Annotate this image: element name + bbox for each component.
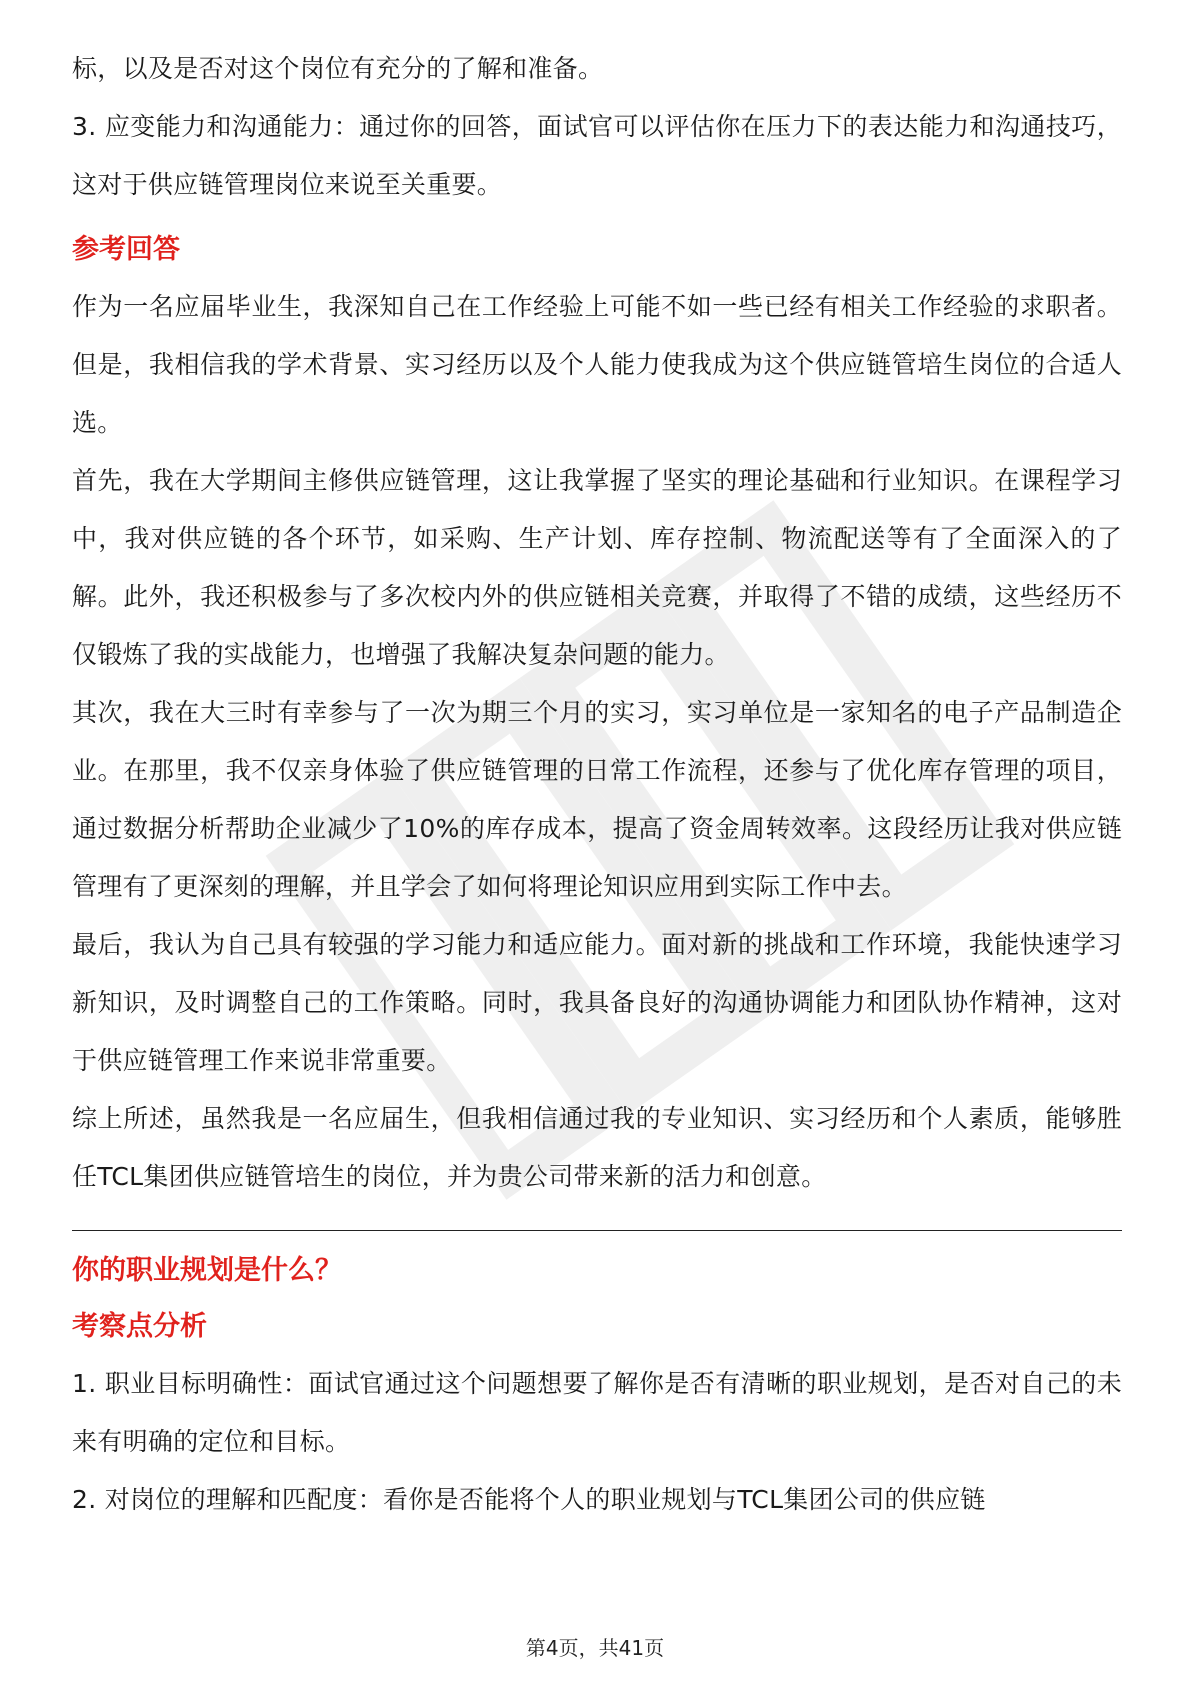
answer-paragraph-5: 综上所述，虽然我是一名应届生，但我相信通过我的专业知识、实习经历和个人素质，能够胜任TCL集团供应链管培生的岗位，并为贵公司带来新的活力和创意。 xyxy=(72,1104,1122,1191)
answer-paragraph-2: 首先，我在大学期间主修供应链管理，这让我掌握了坚实的理论基础和行业知识。在课程学习中，我对供应链的各个环节，如采购、生产计划、库存控制、物流配送等有了全面深入的了解。此外，我还积极参与了多次校内外的供应链相关竞赛，并取得了不错的成绩，这些经历不仅锻炼了我的实战能力，也增强了我解决复杂问题的能力。 xyxy=(72,466,1122,669)
answer-paragraph-3: 其次，我在大三时有幸参与了一次为期三个月的实习，实习单位是一家知名的电子产品制造企业。在那里，我不仅亲身体验了供应链管理的日常工作流程，还参与了优化库存管理的项目，通过数据分析帮助企业减少了10%的库存成本，提高了资金周转效率。这段经历让我对供应链管理有了更深刻的理解，并且学会了如何将理论知识应用到实际工作中去。 xyxy=(72,698,1122,901)
question-heading: 你的职业规划是什么？ xyxy=(72,1255,342,1286)
intro-paragraph-2: 3. 应变能力和沟通能力：通过你的回答，面试官可以评估你在压力下的表达能力和沟通技巧，这对于供应链管理岗位来说至关重要。 xyxy=(72,112,1122,199)
intro-paragraph-1: 标，以及是否对这个岗位有充分的了解和准备。 xyxy=(72,54,604,83)
analysis-heading: 考察点分析 xyxy=(72,1311,207,1342)
document-page xyxy=(72,40,1122,1529)
answer-paragraph-1: 作为一名应届毕业生，我深知自己在工作经验上可能不如一些已经有相关工作经验的求职者。但是，我相信我的学术背景、实习经历以及个人能力使我成为这个供应链管培生岗位的合适人选。 xyxy=(72,292,1122,437)
answer-heading: 参考回答 xyxy=(72,234,180,265)
analysis-item-2: 2. 对岗位的理解和匹配度：看你是否能将个人的职业规划与TCL集团公司的供应链 xyxy=(72,1485,986,1514)
page-number: 第4页，共41页 xyxy=(525,1636,665,1660)
section-divider xyxy=(72,1230,1122,1231)
analysis-item-1: 1. 职业目标明确性：面试官通过这个问题想要了解你是否有清晰的职业规划，是否对自己的未来有明确的定位和目标。 xyxy=(72,1369,1122,1456)
answer-paragraph-4: 最后，我认为自己具有较强的学习能力和适应能力。面对新的挑战和工作环境，我能快速学习新知识，及时调整自己的工作策略。同时，我具备良好的沟通协调能力和团队协作精神，这对于供应链管理工作来说非常重要。 xyxy=(72,930,1122,1075)
